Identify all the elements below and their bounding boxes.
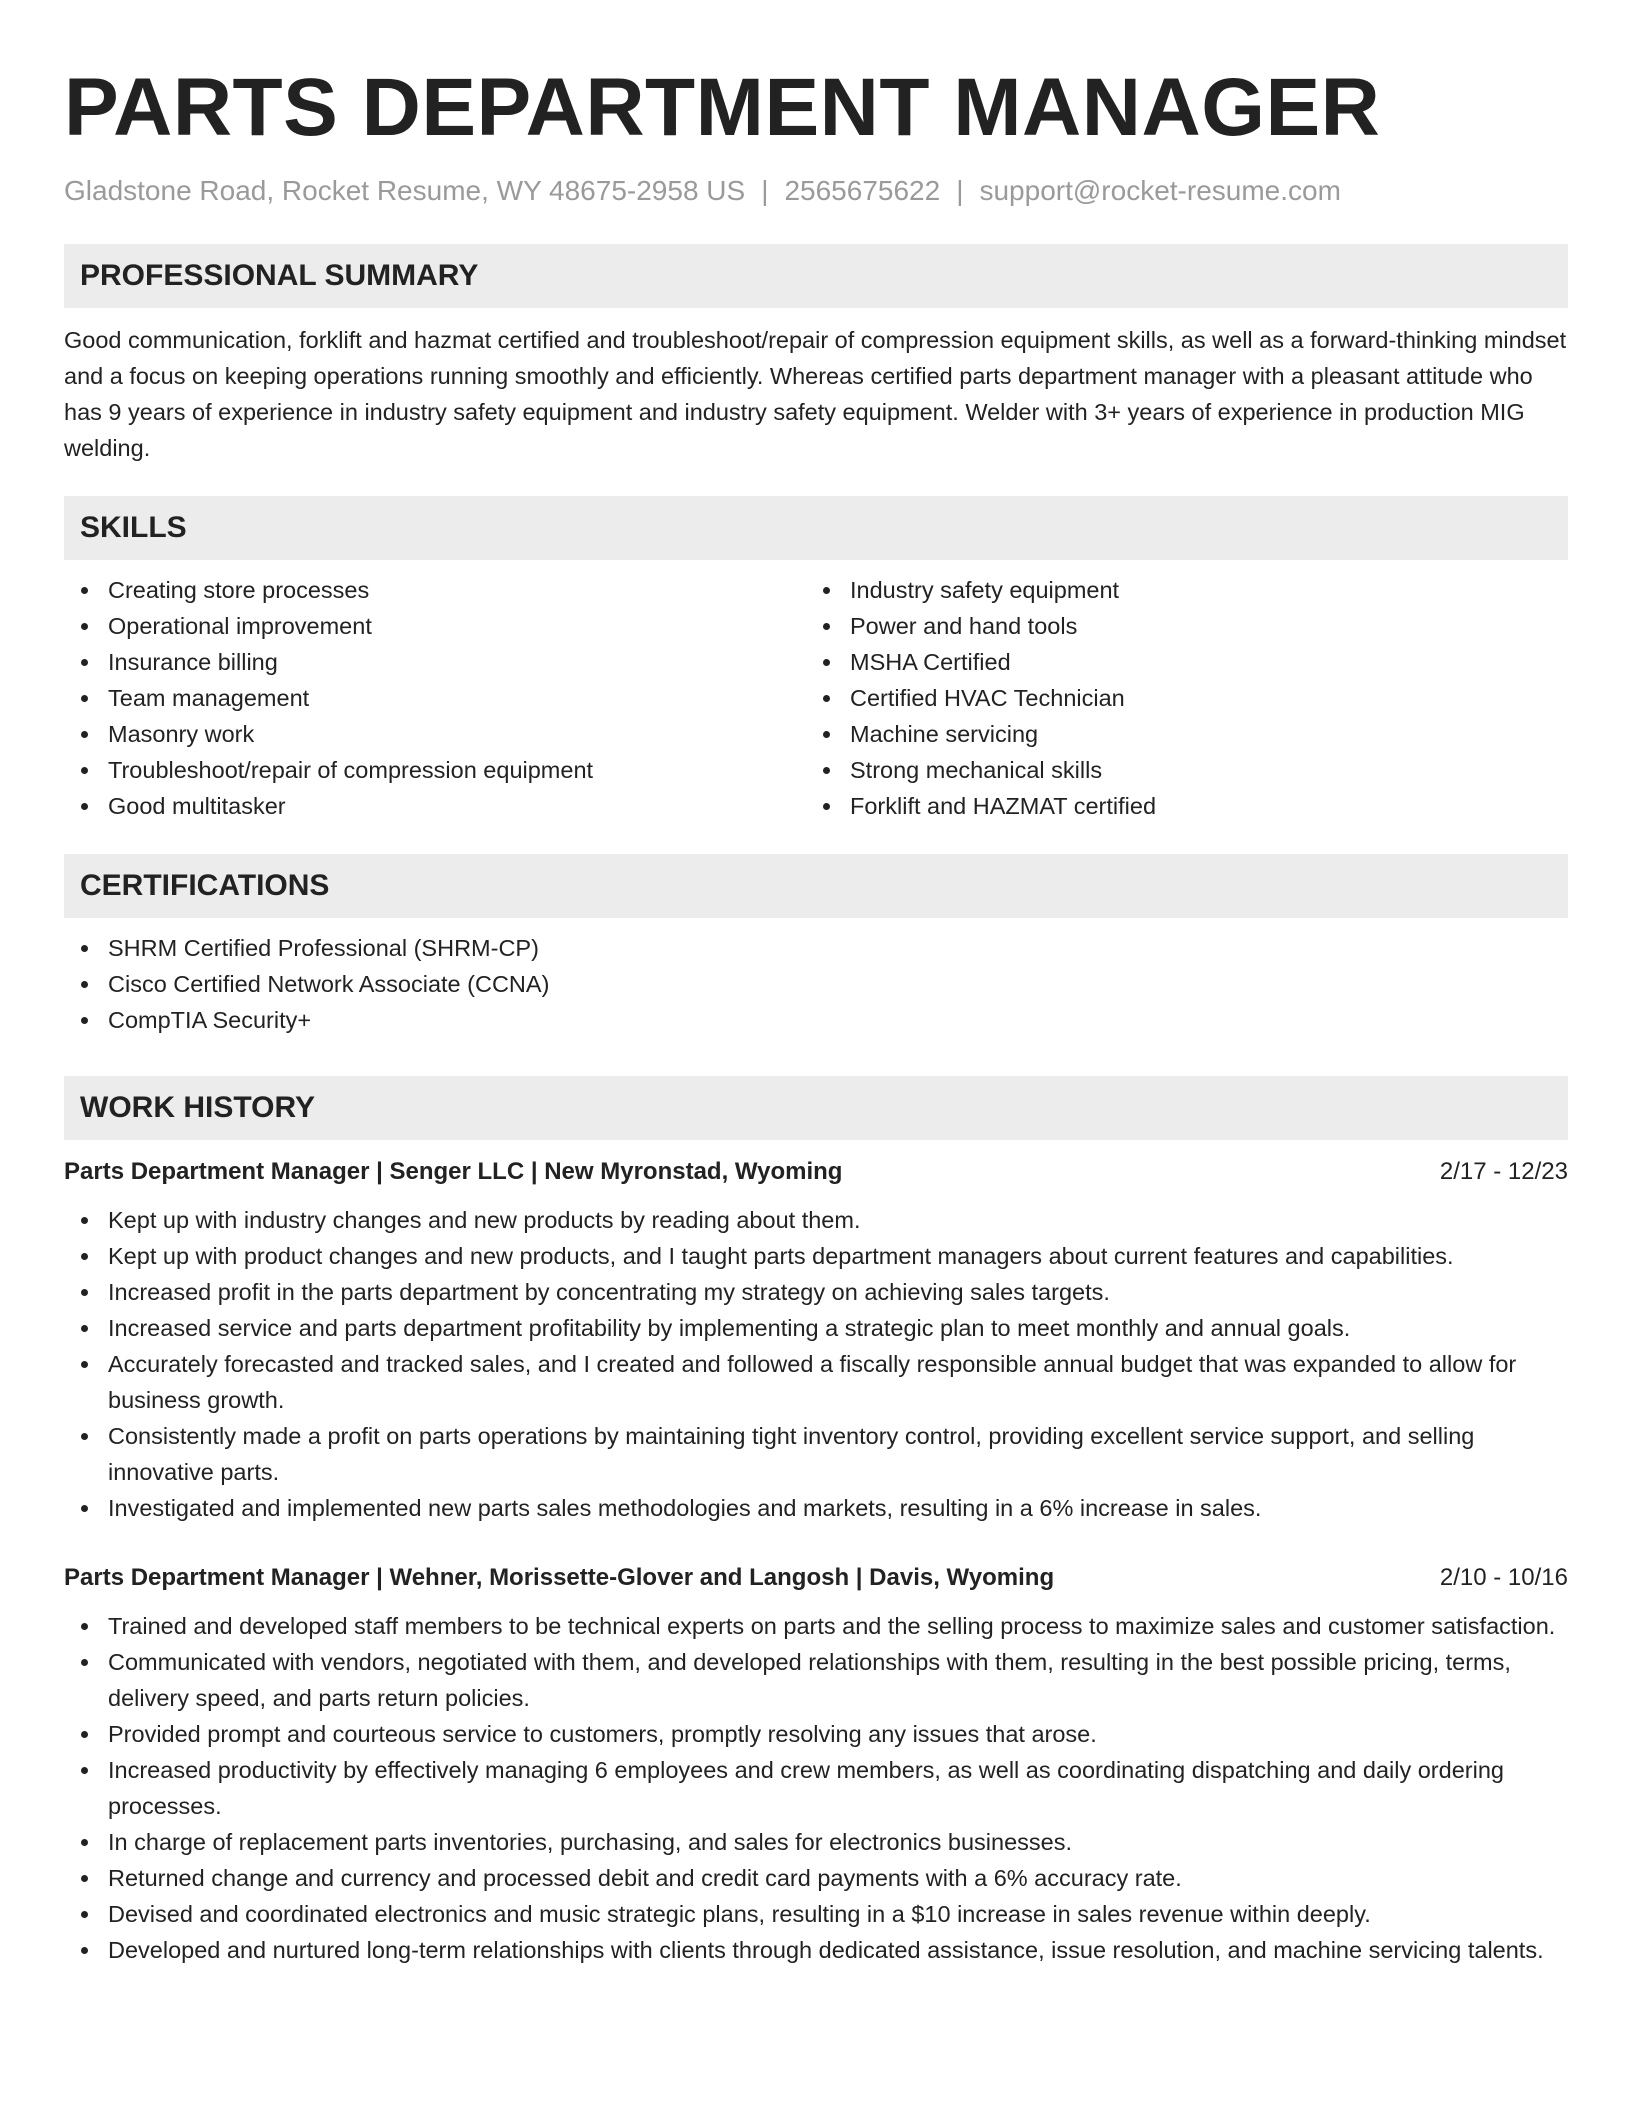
skills-list-right bbox=[806, 572, 1548, 824]
job-bullet: In charge of replacement parts inventories, purchasing, and sales for electronics businesses. bbox=[64, 1824, 1568, 1860]
job-header bbox=[64, 1154, 1568, 1190]
contact-line bbox=[64, 174, 1568, 208]
contact-address: Gladstone Road, Rocket Resume, WY 48675-2958 US bbox=[64, 175, 746, 206]
job-title: Parts Department Manager | Senger LLC | New Myronstad, Wyoming bbox=[64, 1158, 843, 1185]
certifications-list bbox=[64, 930, 1568, 1038]
job-bullet: Kept up with product changes and new products, and I taught parts department managers about current features and capabilities. bbox=[64, 1238, 1568, 1274]
skill-item: Operational improvement bbox=[64, 608, 806, 644]
job-header bbox=[64, 1560, 1568, 1596]
job-bullet: Increased profit in the parts department by concentrating my strategy on achieving sales targets. bbox=[64, 1274, 1568, 1310]
section-heading-certifications: CERTIFICATIONS bbox=[64, 854, 1568, 918]
skill-item: Certified HVAC Technician bbox=[806, 680, 1548, 716]
job-bullet: Devised and coordinated electronics and music strategic plans, resulting in a $10 increase in sales revenue within deeply. bbox=[64, 1896, 1568, 1932]
job-bullet: Trained and developed staff members to be technical experts on parts and the selling process to maximize sales and customer satisfaction. bbox=[64, 1608, 1568, 1644]
job-bullet: Developed and nurtured long-term relationships with clients through dedicated assistance, issue resolution, and machine servicing talents. bbox=[64, 1932, 1568, 1968]
skill-item: Strong mechanical skills bbox=[806, 752, 1548, 788]
skill-item: MSHA Certified bbox=[806, 644, 1548, 680]
job-bullet: Returned change and currency and processed debit and credit card payments with a 6% accuracy rate. bbox=[64, 1860, 1568, 1896]
skills-list-left bbox=[64, 572, 806, 824]
contact-separator: | bbox=[761, 175, 769, 206]
job-title: Parts Department Manager | Wehner, Morissette-Glover and Langosh | Davis, Wyoming bbox=[64, 1564, 1055, 1591]
job-bullet: Consistently made a profit on parts operations by maintaining tight inventory control, providing excellent service support, and selling innovative parts. bbox=[64, 1418, 1568, 1490]
job-bullets bbox=[64, 1608, 1568, 1968]
skill-item: Troubleshoot/repair of compression equipment bbox=[64, 752, 806, 788]
skill-item: Insurance billing bbox=[64, 644, 806, 680]
job-bullet: Communicated with vendors, negotiated with them, and developed relationships with them, resulting in the best possible pricing, terms, delivery speed, and parts return policies. bbox=[64, 1644, 1568, 1716]
section-heading-skills: SKILLS bbox=[64, 496, 1568, 560]
skill-item: Power and hand tools bbox=[806, 608, 1548, 644]
certification-item: SHRM Certified Professional (SHRM-CP) bbox=[64, 930, 1568, 966]
job-bullet: Investigated and implemented new parts sales methodologies and markets, resulting in a 6% increase in sales. bbox=[64, 1490, 1568, 1526]
job-bullet: Provided prompt and courteous service to customers, promptly resolving any issues that arose. bbox=[64, 1716, 1568, 1752]
job-bullets bbox=[64, 1202, 1568, 1526]
section-heading-summary: PROFESSIONAL SUMMARY bbox=[64, 244, 1568, 308]
contact-phone: 2565675622 bbox=[784, 175, 941, 206]
skill-item: Masonry work bbox=[64, 716, 806, 752]
job-bullet: Accurately forecasted and tracked sales, and I created and followed a fiscally responsible annual budget that was expanded to allow for business growth. bbox=[64, 1346, 1568, 1418]
skill-item: Forklift and HAZMAT certified bbox=[806, 788, 1548, 824]
resume-name: PARTS DEPARTMENT MANAGER bbox=[64, 62, 1381, 153]
job-dates: 2/10 - 10/16 bbox=[1439, 1564, 1568, 1591]
skill-item: Good multitasker bbox=[64, 788, 806, 824]
contact-separator: | bbox=[956, 175, 964, 206]
summary-text: Good communication, forklift and hazmat certified and troubleshoot/repair of compression equipment skills, as well as a forward-thinking mindset and a focus on keeping operations running smoothly and efficiently. Whereas certified parts department manager with a pleasant attitude who has 9 years of experience in industry safety equipment and industry safety equipment. Welder with 3+ years of experience in production MIG welding. bbox=[64, 327, 1567, 461]
job-bullet: Increased productivity by effectively managing 6 employees and crew members, as well as coordinating dispatching and daily ordering processes. bbox=[64, 1752, 1568, 1824]
skill-item: Creating store processes bbox=[64, 572, 806, 608]
section-heading-work-history: WORK HISTORY bbox=[64, 1076, 1568, 1140]
job-bullet: Increased service and parts department profitability by implementing a strategic plan to meet monthly and annual goals. bbox=[64, 1310, 1568, 1346]
skills-columns bbox=[64, 560, 1568, 824]
skill-item: Team management bbox=[64, 680, 806, 716]
skill-item: Industry safety equipment bbox=[806, 572, 1548, 608]
job-bullet: Kept up with industry changes and new products by reading about them. bbox=[64, 1202, 1568, 1238]
job-dates: 2/17 - 12/23 bbox=[1439, 1158, 1568, 1185]
job-entry bbox=[64, 1154, 1568, 1526]
contact-email: support@rocket-resume.com bbox=[979, 175, 1341, 206]
certification-item: Cisco Certified Network Associate (CCNA) bbox=[64, 966, 1568, 1002]
certification-item: CompTIA Security+ bbox=[64, 1002, 1568, 1038]
job-entry bbox=[64, 1560, 1568, 1968]
skill-item: Machine servicing bbox=[806, 716, 1548, 752]
